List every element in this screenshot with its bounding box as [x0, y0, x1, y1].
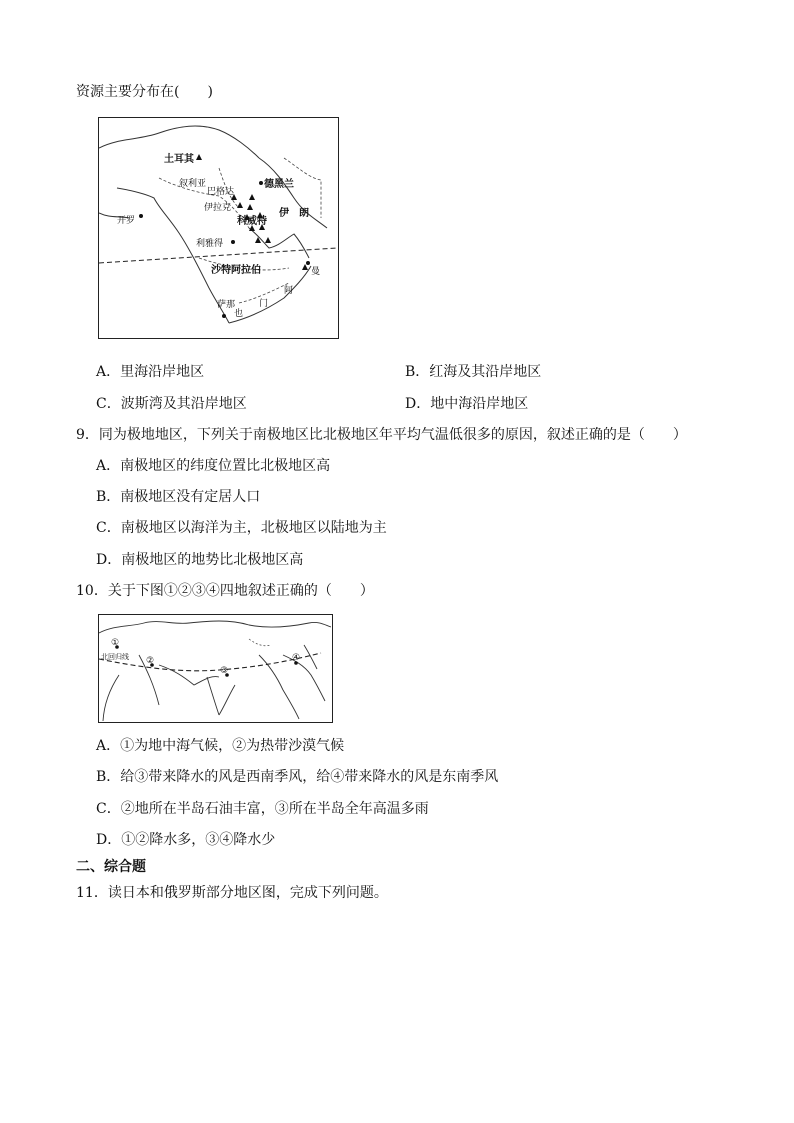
q9-option-b: B．南极地区没有定居人口 — [96, 489, 261, 505]
map-label-yemen-a: 也 — [234, 309, 244, 319]
q10-option-c: C．②地所在半岛石油丰富，③所在半岛全年高温多雨 — [96, 801, 429, 817]
map-point-2: ② — [146, 656, 155, 666]
question-10-stem: 10．关于下图①②③④四地叙述正确的（ ） — [76, 583, 374, 599]
map-label-iran: 伊 朗 — [279, 208, 309, 219]
question-11-stem: 11．读日本和俄罗斯部分地区图，完成下列问题。 — [76, 885, 388, 901]
q10-option-d: D．①②降水多，③④降水少 — [96, 832, 276, 848]
q9-option-d: D．南极地区的地势比北极地区高 — [96, 552, 304, 568]
map-label-tehran: 德黑兰 — [264, 179, 294, 190]
q9-option-a: A．南极地区的纬度位置比北极地区高 — [96, 458, 331, 474]
map-label-riyadh: 利雅得 — [196, 239, 224, 249]
map-label-tropic: 北回归线 — [101, 653, 129, 661]
q8-option-a: A．里海沿岸地区 — [96, 364, 205, 380]
section-2-title: 二、综合题 — [76, 859, 146, 875]
map-label-turkey: 土耳其 — [164, 154, 194, 165]
question-8-stem-tail: 资源主要分布在( ) — [76, 84, 213, 100]
map-label-iraq: 伊拉克 — [204, 203, 232, 213]
map-label-cairo: 开罗 — [117, 216, 136, 226]
map-label-baghdad: 巴格达 — [207, 187, 235, 197]
question-9-stem: 9．同为极地地区，下列关于南极地区比北极地区年平均气温低很多的原因，叙述正确的是（ ） — [76, 427, 687, 443]
q8-option-b: B．红海及其沿岸地区 — [405, 364, 542, 380]
map-label-sanaa: 萨那 — [217, 300, 236, 310]
map-point-3: ③ — [220, 666, 229, 676]
map-point-4: ④ — [292, 653, 301, 663]
map-label-syria: 叙利亚 — [179, 179, 207, 189]
map-label-yemen-b: 门 — [259, 299, 269, 309]
map-label-oman: 阿 — [284, 286, 294, 296]
q10-option-b: B．给③带来降水的风是西南季风，给④带来降水的风是东南季风 — [96, 769, 499, 785]
map-label-kuwait: 科威特 — [237, 216, 267, 227]
map-label-muscat: 曼 — [311, 267, 321, 277]
map-label-saudi-arabia: 沙特阿拉伯 — [211, 265, 261, 276]
q8-option-c: C．波斯湾及其沿岸地区 — [96, 396, 247, 412]
map-point-1: ① — [111, 638, 120, 648]
q10-option-a: A．①为地中海气候，②为热带沙漠气候 — [96, 738, 345, 754]
q9-option-c: C．南极地区以海洋为主，北极地区以陆地为主 — [96, 520, 387, 536]
q8-option-d: D．地中海沿岸地区 — [405, 396, 529, 412]
asia-climate-map — [98, 614, 333, 723]
middle-east-map — [98, 117, 339, 339]
